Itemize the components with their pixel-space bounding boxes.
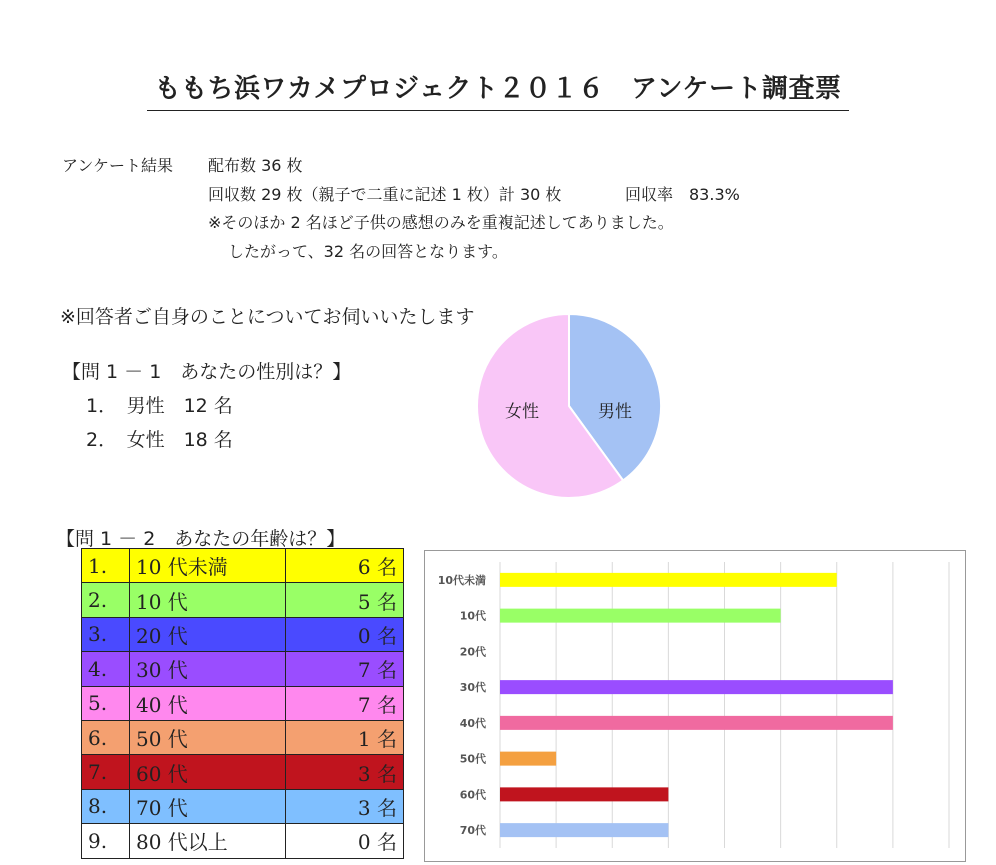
age-row-number: 3.	[82, 617, 130, 651]
age-row-label: 40 代	[130, 686, 286, 720]
bar-0	[500, 573, 837, 587]
distributed-count: 配布数 36 枚	[208, 156, 303, 175]
age-row-label: 10 代未満	[130, 549, 286, 583]
question-1-2-title: 【問 1 － 2 あなたの年齢は？】	[56, 528, 346, 550]
gender-pie-chart	[474, 311, 664, 501]
age-row-count: 5 名	[286, 583, 404, 617]
age-row-count: 0 名	[286, 824, 404, 858]
answer-male: 1． 男性 12 名	[86, 395, 233, 417]
question-1-1-title: 【問 1 － 1 あなたの性別は？】	[62, 361, 352, 383]
age-table	[81, 548, 404, 859]
age-row-count: 0 名	[286, 617, 404, 651]
bar-5	[500, 752, 556, 766]
summary-note-2: したがって、32 名の回答となります。	[228, 242, 508, 261]
summary-note-1: ※そのほか 2 名ほど子供の感想のみを重複記述してありました。	[208, 213, 674, 232]
age-row-label: 30 代	[130, 652, 286, 686]
response-rate: 回収率 83.3%	[625, 185, 740, 204]
bar-tick-label: 60代	[459, 788, 486, 802]
answer-female: 2． 女性 18 名	[86, 429, 233, 451]
age-row-count: 7 名	[286, 652, 404, 686]
age-row-number: 2.	[82, 583, 130, 617]
age-row	[82, 617, 404, 651]
age-row-number: 5.	[82, 686, 130, 720]
age-row-count: 1 名	[286, 720, 404, 754]
age-row-number: 4.	[82, 652, 130, 686]
bar-tick-label: 10代	[459, 609, 486, 623]
bar-tick-label: 40代	[459, 716, 486, 730]
age-row	[82, 824, 404, 858]
age-row	[82, 583, 404, 617]
age-row-count: 3 名	[286, 789, 404, 823]
age-row-label: 60 代	[130, 755, 286, 789]
age-row	[82, 686, 404, 720]
page-title: ももち浜ワカメプロジェクト２０１６ アンケート調査票	[147, 70, 849, 111]
age-row-count: 3 名	[286, 755, 404, 789]
age-bar-chart	[424, 550, 966, 862]
bar-tick-label: 20代	[459, 645, 486, 659]
bar-tick-label: 70代	[459, 824, 486, 838]
age-row-count: 7 名	[286, 686, 404, 720]
pie-label-male: 男性	[598, 402, 632, 421]
age-row-label: 10 代	[130, 583, 286, 617]
age-row	[82, 652, 404, 686]
bar-3	[500, 680, 893, 694]
bar-6	[500, 787, 668, 801]
intro-text: ※回答者ご自身のことについてお伺いいたします	[60, 306, 475, 328]
bar-4	[500, 716, 893, 730]
age-row-number: 9.	[82, 824, 130, 858]
age-row-number: 6.	[82, 720, 130, 754]
pie-label-female: 女性	[505, 402, 539, 421]
age-row-label: 80 代以上	[130, 824, 286, 858]
age-row	[82, 720, 404, 754]
age-row	[82, 789, 404, 823]
age-row-number: 8.	[82, 789, 130, 823]
bar-tick-label: 50代	[459, 752, 486, 766]
age-row-count: 6 名	[286, 549, 404, 583]
age-row-label: 50 代	[130, 720, 286, 754]
chart-frame	[425, 551, 966, 862]
age-row-number: 1.	[82, 549, 130, 583]
bar-7	[500, 823, 668, 837]
bar-tick-label: 30代	[459, 681, 486, 695]
collected-count: 回収数 29 枚（親子で二重に記述 1 枚）計 30 枚	[208, 185, 562, 204]
age-row-label: 20 代	[130, 617, 286, 651]
age-row	[82, 755, 404, 789]
summary-label: アンケート結果	[62, 156, 174, 175]
bar-1	[500, 609, 781, 623]
age-row	[82, 549, 404, 583]
age-row-label: 70 代	[130, 789, 286, 823]
age-row-number: 7.	[82, 755, 130, 789]
bar-tick-label: 10代未満	[437, 573, 486, 587]
